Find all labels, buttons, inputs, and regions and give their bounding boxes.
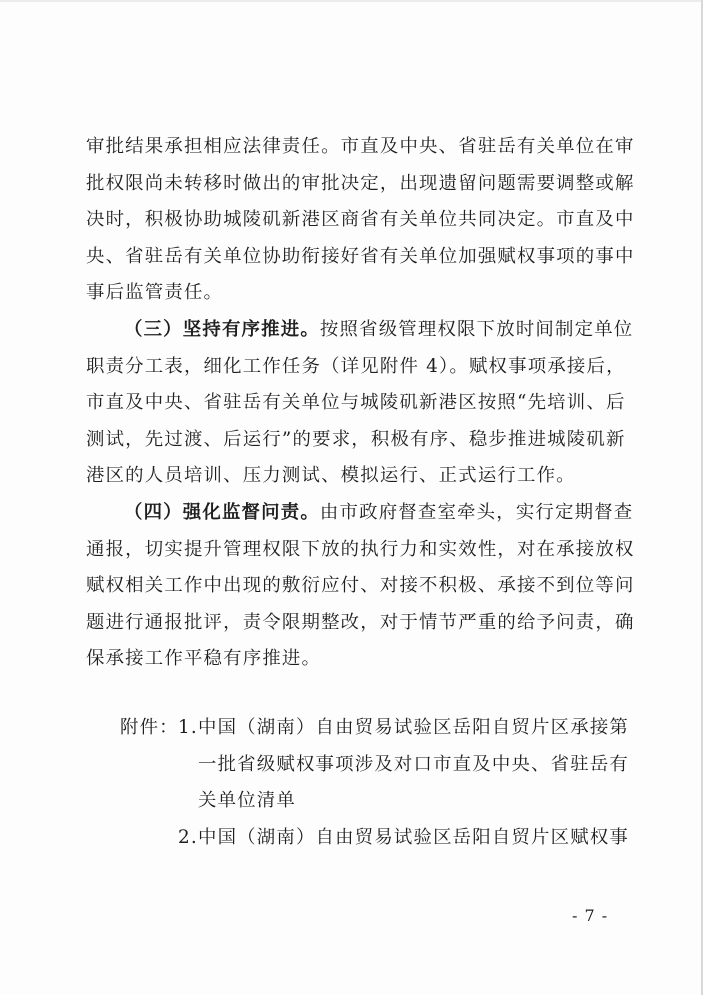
attachment-item	[120, 710, 629, 747]
paragraph-line: 事后监管责任。	[86, 282, 224, 304]
paragraph-text: 按照省级管理权限下放时间制定单位	[319, 318, 634, 340]
paragraph-line: 央、省驻岳有关单位协助衔接好省有关单位加强赋权事项的事中	[86, 245, 635, 267]
scan-edge-top	[0, 0, 703, 2]
attachment-line: 中国（湖南）自由贸易试验区岳阳自贸片区赋权事	[198, 826, 629, 848]
paragraph-line: 赋权相关工作中出现的敷衍应付、对接不积极、承接不到位等问	[86, 575, 635, 597]
paragraph-line: 审批结果承担相应法律责任。市直及中央、省驻岳有关单位在审	[86, 136, 635, 157]
paragraph-line: 测试，先过渡、后运行”的要求，积极有序、稳步推进城陵矶新	[86, 428, 626, 450]
paragraph-line: 题进行通报批评，责令限期整改，对于情节严重的给予问责，确	[86, 611, 635, 633]
paragraph-line: 批权限尚未转移时做出的审批决定，出现遗留问题需要调整或解	[86, 172, 635, 194]
paragraph-text: 由市政府督查室牵头，实行定期督查	[319, 501, 634, 523]
paragraph-line: 港区的人员培训、压力测试、模拟运行、正式运行工作。	[86, 465, 576, 487]
section-heading: （四）强化监督问责。	[124, 501, 320, 523]
page-number: - 7 -	[572, 906, 609, 925]
paragraph-line: 职责分工表，细化工作任务（详见附件 4）。赋权事项承接后，	[86, 355, 626, 377]
attachments-label: 附件：	[120, 717, 179, 738]
paragraph-first-line	[86, 495, 634, 532]
body-text	[86, 129, 635, 678]
paragraph-line: 通报，切实提升管理权限下放的执行力和实效性，对在承接放权	[86, 538, 635, 560]
attachment-number: 2.	[178, 826, 198, 848]
attachment-line: 中国（湖南）自由贸易试验区岳阳自贸片区承接第	[198, 717, 629, 738]
section-heading: （三）坚持有序推进。	[124, 318, 320, 340]
paragraph-line: 保承接工作平稳有序推进。	[86, 648, 322, 670]
paragraph-first-line	[86, 312, 634, 349]
paragraph-line: 市直及中央、省驻岳有关单位与城陵矶新港区按照“先培训、后	[86, 392, 626, 414]
attachment-line: 关单位清单	[198, 790, 296, 812]
attachment-number: 1.	[178, 717, 198, 738]
attachment-item	[120, 820, 629, 857]
attachment-line: 一批省级赋权事项涉及对口市直及中央、省驻岳有	[198, 753, 629, 775]
attachments-list	[120, 710, 629, 856]
paragraph-line: 决时，积极协助城陵矶新港区商省有关单位共同决定。市直及中	[86, 209, 635, 231]
